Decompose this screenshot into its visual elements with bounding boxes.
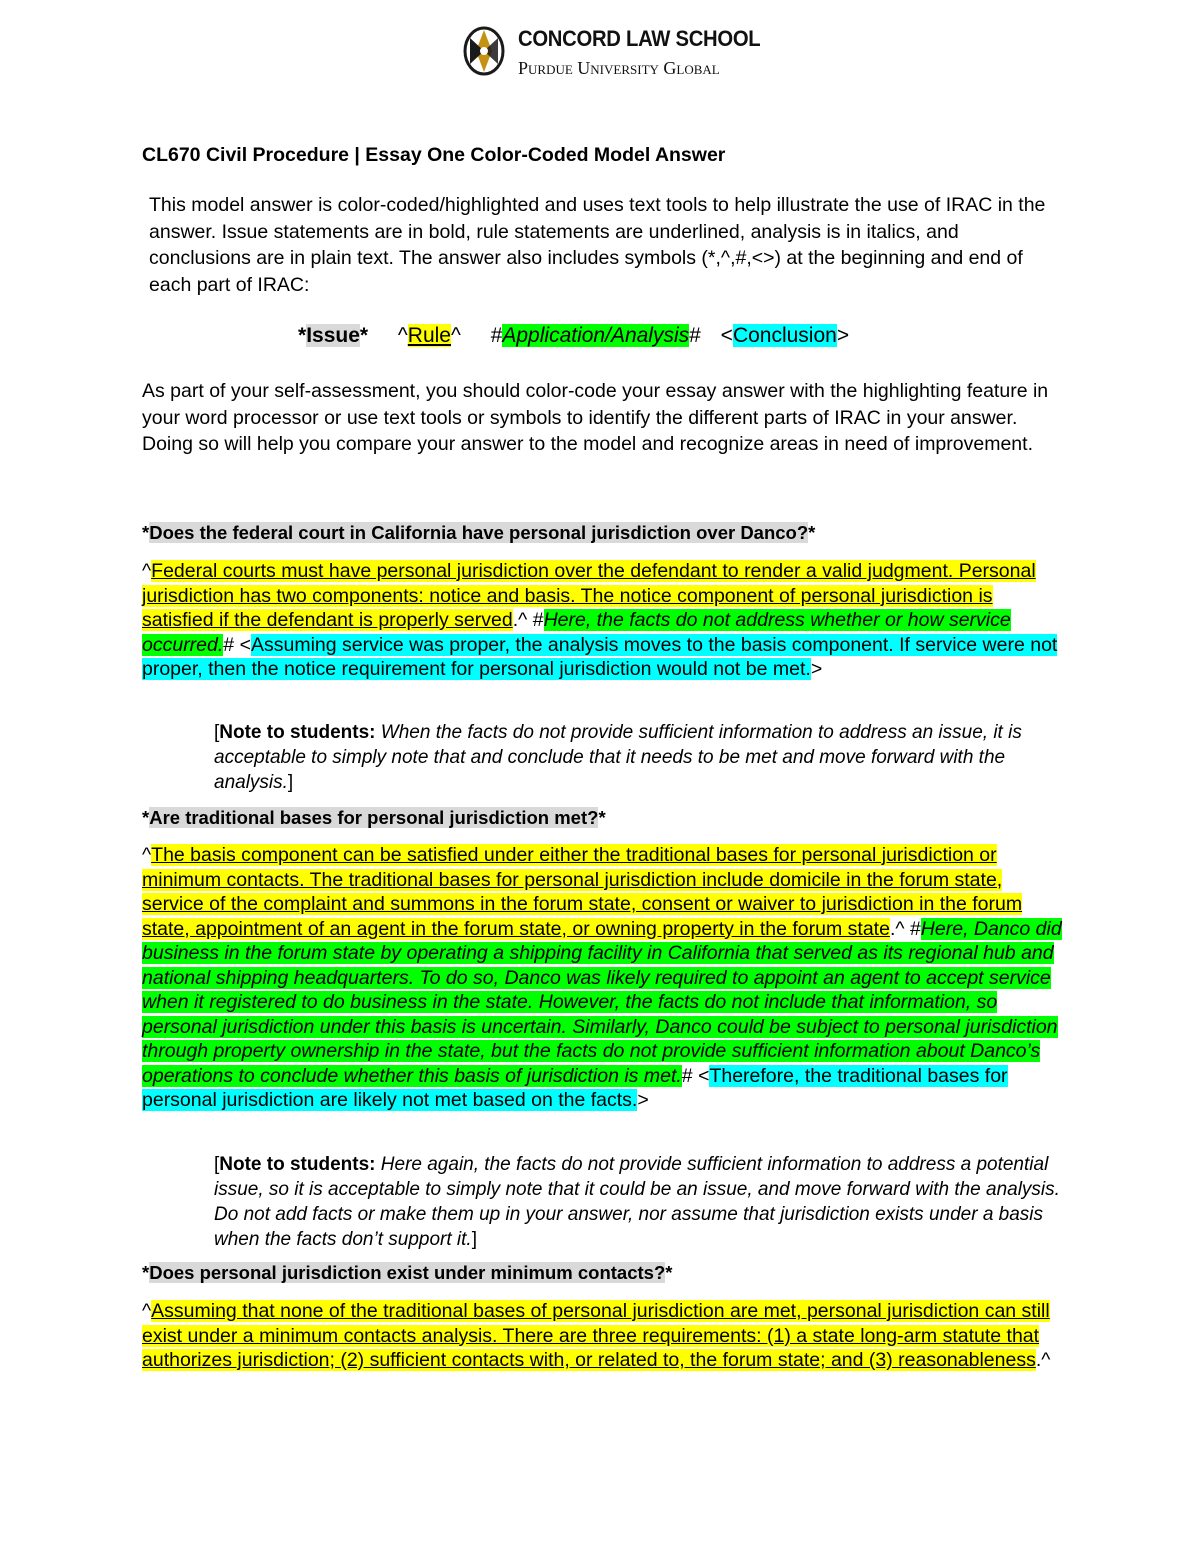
rule-text-3: Assuming that none of the traditional bases of personal jurisdiction are met, personal jurisdiction can still exist under a minimum contacts analysis. There are three requirements: (1) a state long-arm statute that authorizes jurisdiction; (2) sufficient contacts with, or related to, the forum state; and (3) reasonableness [142, 1300, 1050, 1371]
school-subtitle: Purdue University Global [518, 58, 720, 78]
rule-text-2: The basis component can be satisfied under either the traditional bases for personal jurisdiction or minimum contacts. The traditional bases for personal jurisdiction include domicile in the forum state, service of the complaint and summons in the forum state, consent or waiver to jurisdiction in the forum state, appointment of an agent in the forum state, or owning property in the forum state [142, 844, 1023, 940]
rule-text-1: Federal courts must have personal jurisdiction over the defendant to render a valid judgment. Personal jurisdiction has two components: notice and basis. The notice component of personal jurisdiction is satisfied if the defendant is properly served [142, 560, 1036, 631]
irac-paragraph-1: ^Federal courts must have personal jurisdiction over the defendant to render a valid judgment. Personal jurisdiction has two components: notice and basis. The notice component of personal jurisdiction is satisfied if the defendant is properly served.^ #Here, the facts do not address whether or how service occurred.# <Assuming service was proper, the analysis moves to the basis component. If service were not proper, then the notice requirement for personal jurisdiction would not be met.> [142, 560, 1058, 680]
issue-heading-1: *Does the federal court in California have personal jurisdiction over Danco?* [142, 522, 816, 543]
issue-heading-3: *Does personal jurisdiction exist under minimum contacts?* [142, 1262, 673, 1283]
intro-paragraph: This model answer is color-coded/highlighted and uses text tools to help illustrate the use of IRAC in the answer. Issue statements are in bold, rule statements are underlined, analysis is in italics, and conclusions are in plain text. The answer also includes symbols (*,^,#,<>) at the beginning and end of each part of IRAC: [149, 194, 1046, 296]
irac-paragraph-2: ^The basis component can be satisfied under either the traditional bases for personal jurisdiction or minimum contacts. The traditional bases for personal jurisdiction include domicile in the forum state, service of the complaint and summons in the forum state, consent or waiver to jurisdiction in the forum state, appointment of an agent in the forum state, or owning property in the forum state.^ #Here, Danco did business in the forum state by operating a shipping facility in California that served as its regional hub and national shipping headquarters. To do so, Danco was likely required to appoint an agent to accept service when it registered to do business in the state. However, the facts do not include that information, so personal jurisdiction under this basis is uncertain. Similarly, Danco could be subject to personal jurisdiction through property ownership in the state, but the facts do not provide sufficient information about Danco’s operations to conclude whether this basis of jurisdiction is met.# <Therefore, the traditional bases for personal jurisdiction are likely not met based on the facts.> [142, 844, 1062, 1111]
legend-issue: *Issue* [298, 324, 369, 347]
student-note-2: [Note to students: Here again, the facts do not provide sufficient information to address a potential issue, so it is acceptable to simply note that it could be an issue, and move forward with the analysis. Do not add facts or make them up in your answer, nor assume that jurisdiction exists under a basis when the facts don’t support it.] [214, 1154, 1060, 1250]
irac-paragraph-3: ^Assuming that none of the traditional bases of personal jurisdiction are met, personal jurisdiction can still exist under a minimum contacts analysis. There are three requirements: (1) a state long-arm statute that authorizes jurisdiction; (2) sufficient contacts with, or related to, the forum state; and (3) reasonableness.^ [142, 1300, 1051, 1371]
concord-seal-icon [462, 24, 510, 78]
issue-heading-2: *Are traditional bases for personal jurisdiction met?* [142, 807, 606, 828]
legend-analysis: #Application/Analysis# [490, 324, 701, 347]
conclusion-text-2: Therefore, the traditional bases for personal jurisdiction are likely not met based on the facts. [142, 1064, 1008, 1111]
analysis-text-1: Here, the facts do not address whether or how service occurred. [142, 609, 1011, 656]
school-name: CONCORD LAW SCHOOL [518, 26, 761, 51]
conclusion-text-1: Assuming service was proper, the analysis moves to the basis component. If service were not proper, then the notice requirement for personal jurisdiction would not be met. [142, 633, 1058, 680]
legend-rule: ^Rule^ [397, 324, 461, 347]
legend-conclusion: <Conclusion> [720, 324, 850, 347]
student-note-1: [Note to students: When the facts do not provide sufficient information to address an issue, it is acceptable to simply note that and conclude that it needs to be met and move forward with the analysis.] [214, 722, 1022, 793]
irac-legend [298, 324, 849, 348]
self-assessment-paragraph: As part of your self-assessment, you should color-code your essay answer with the highlighting feature in your word processor or use text tools or symbols to identify the different parts of IRAC in your answer. Doing so will help you compare your answer to the model and recognize areas in need of improvement. [142, 380, 1049, 455]
page-title: CL670 Civil Procedure | Essay One Color-Coded Model Answer [142, 144, 726, 166]
school-logo [462, 22, 762, 82]
analysis-text-2: Here, Danco did business in the forum state by operating a shipping facility in California that served as its regional hub and national shipping headquarters. To do so, Danco was likely required to appoint an agent to accept service when it registered to do business in the state. However, the facts do not include that information, so personal jurisdiction under this basis is uncertain. Similarly, Danco could be subject to personal jurisdiction through property ownership in the state, but the facts do not provide sufficient information about Danco’s operations to conclude whether this basis of jurisdiction is met. [142, 917, 1062, 1087]
